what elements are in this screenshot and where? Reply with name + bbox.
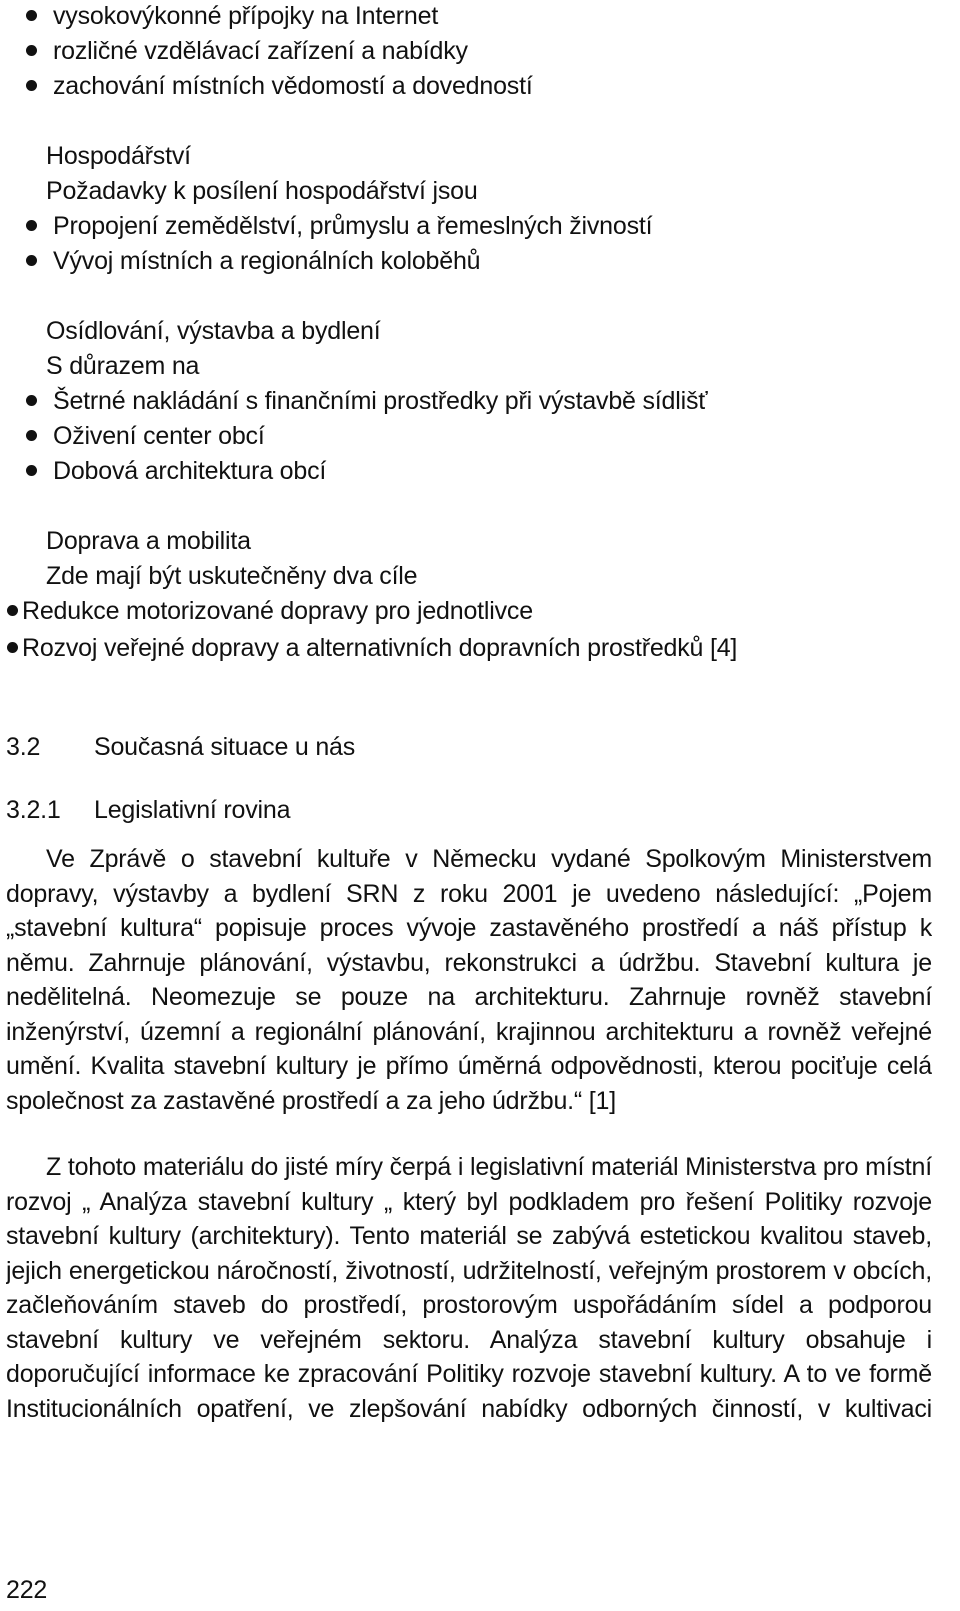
heading-title: Legislativní rovina xyxy=(94,796,291,824)
section-intro-settlement: S důrazem na xyxy=(46,352,200,380)
paragraph-line: rozvoj „ Analýza stavební kultury „ který byl podkladem pro řešení Politiky rozvoje xyxy=(6,1187,932,1216)
paragraph-line: Institucionálních opatření, ve zlepšování nabídky odborných činností, v kultivaci xyxy=(6,1394,932,1423)
list-item: rozličné vzdělávací zařízení a nabídky xyxy=(26,36,468,66)
paragraph-line: nedělitelná. Neomezuje se pouze na architekturu. Zahrnuje rovněž stavební xyxy=(6,983,932,1011)
paragraph-line: stavební kultury ve veřejném sektoru. Analýza stavební kultury obsahuje i xyxy=(6,1325,932,1354)
paragraph-line: němu. Zahrnuje plánování, výstavbu, rekonstrukci a údržbu. Stavební kultura je xyxy=(6,948,932,977)
section-title-transport: Doprava a mobilita xyxy=(46,527,251,555)
heading-number: 3.2 xyxy=(6,733,41,761)
paragraph xyxy=(6,1150,932,1426)
bullet-icon xyxy=(26,220,37,231)
paragraph-line: „stavební kultura“ popisuje proces vývoje zastavěného prostředí a náš přístup k xyxy=(6,914,932,942)
bullet-icon xyxy=(26,45,37,56)
paragraph-line: začleňováním staveb do prostředí, prostorovým uspořádáním sídel a podporou xyxy=(6,1291,932,1319)
bullet-icon xyxy=(7,605,18,616)
bullet-icon xyxy=(26,255,37,266)
section-intro-economy: Požadavky k posílení hospodářství jsou xyxy=(46,177,478,205)
section-title-economy: Hospodářství xyxy=(46,142,191,170)
bullet-icon xyxy=(26,80,37,91)
heading-title: Současná situace u nás xyxy=(94,733,356,761)
list-item: Rozvoj veřejné dopravy a alternativních dopravních prostředků [4] xyxy=(7,633,737,663)
bullet-icon xyxy=(26,10,37,21)
paragraph xyxy=(6,842,932,1118)
list-item: zachování místních vědomostí a dovedností xyxy=(26,71,533,101)
list-item: Dobová architektura obcí xyxy=(26,456,326,486)
bullet-icon xyxy=(26,430,37,441)
list-item: Šetrné nakládání s finančními prostředky při výstavbě sídlišť xyxy=(26,386,707,416)
paragraph-line: stavební kultury (architektury). Tento materiál se zabývá estetickou kvalitou staveb, xyxy=(6,1222,932,1250)
paragraph-line: jejich energetickou náročností, životností, udržitelností, veřejným prostorem v obcích, xyxy=(6,1256,932,1285)
list-item: Redukce motorizované dopravy pro jednotlivce xyxy=(7,596,533,626)
section-intro-transport: Zde mají být uskutečněny dva cíle xyxy=(46,562,418,590)
paragraph-line: společnost za zastavěné prostředí a za jeho údržbu.“ [1] xyxy=(6,1086,616,1115)
bullet-icon xyxy=(26,465,37,476)
section-heading xyxy=(6,732,355,762)
paragraph-line: inženýrství, územní a regionální plánování, krajinnou architekturu a rovněž veřejné xyxy=(6,1017,932,1046)
page-number: 222 xyxy=(6,1576,48,1604)
paragraph-line: doporučující informace ke zpracování Politiky rozvoje stavební kultury. A to ve formě xyxy=(6,1360,932,1388)
paragraph-line: umění. Kvalita stavební kultury je přímo úměrná odpovědnosti, kterou pociťuje celá xyxy=(6,1052,932,1080)
bullet-icon xyxy=(7,642,18,653)
section-title-settlement: Osídlování, výstavba a bydlení xyxy=(46,317,381,345)
paragraph-line: Ve Zprávě o stavební kultuře v Německu vydané Spolkovým Ministerstvem xyxy=(46,845,932,873)
list-item: vysokovýkonné přípojky na Internet xyxy=(26,1,438,31)
paragraph-line: dopravy, výstavby a bydlení SRN z roku 2001 je uvedeno následující: „Pojem xyxy=(6,879,932,908)
bullet-icon xyxy=(26,395,37,406)
heading-number: 3.2.1 xyxy=(6,796,61,824)
subsection-heading xyxy=(6,795,290,825)
list-item: Vývoj místních a regionálních koloběhů xyxy=(26,246,480,276)
paragraph-line: Z tohoto materiálu do jisté míry čerpá i legislativní materiál Ministerstva pro místní xyxy=(46,1153,932,1181)
list-item: Propojení zemědělství, průmyslu a řemeslných živností xyxy=(26,211,652,241)
list-item: Oživení center obcí xyxy=(26,421,265,451)
